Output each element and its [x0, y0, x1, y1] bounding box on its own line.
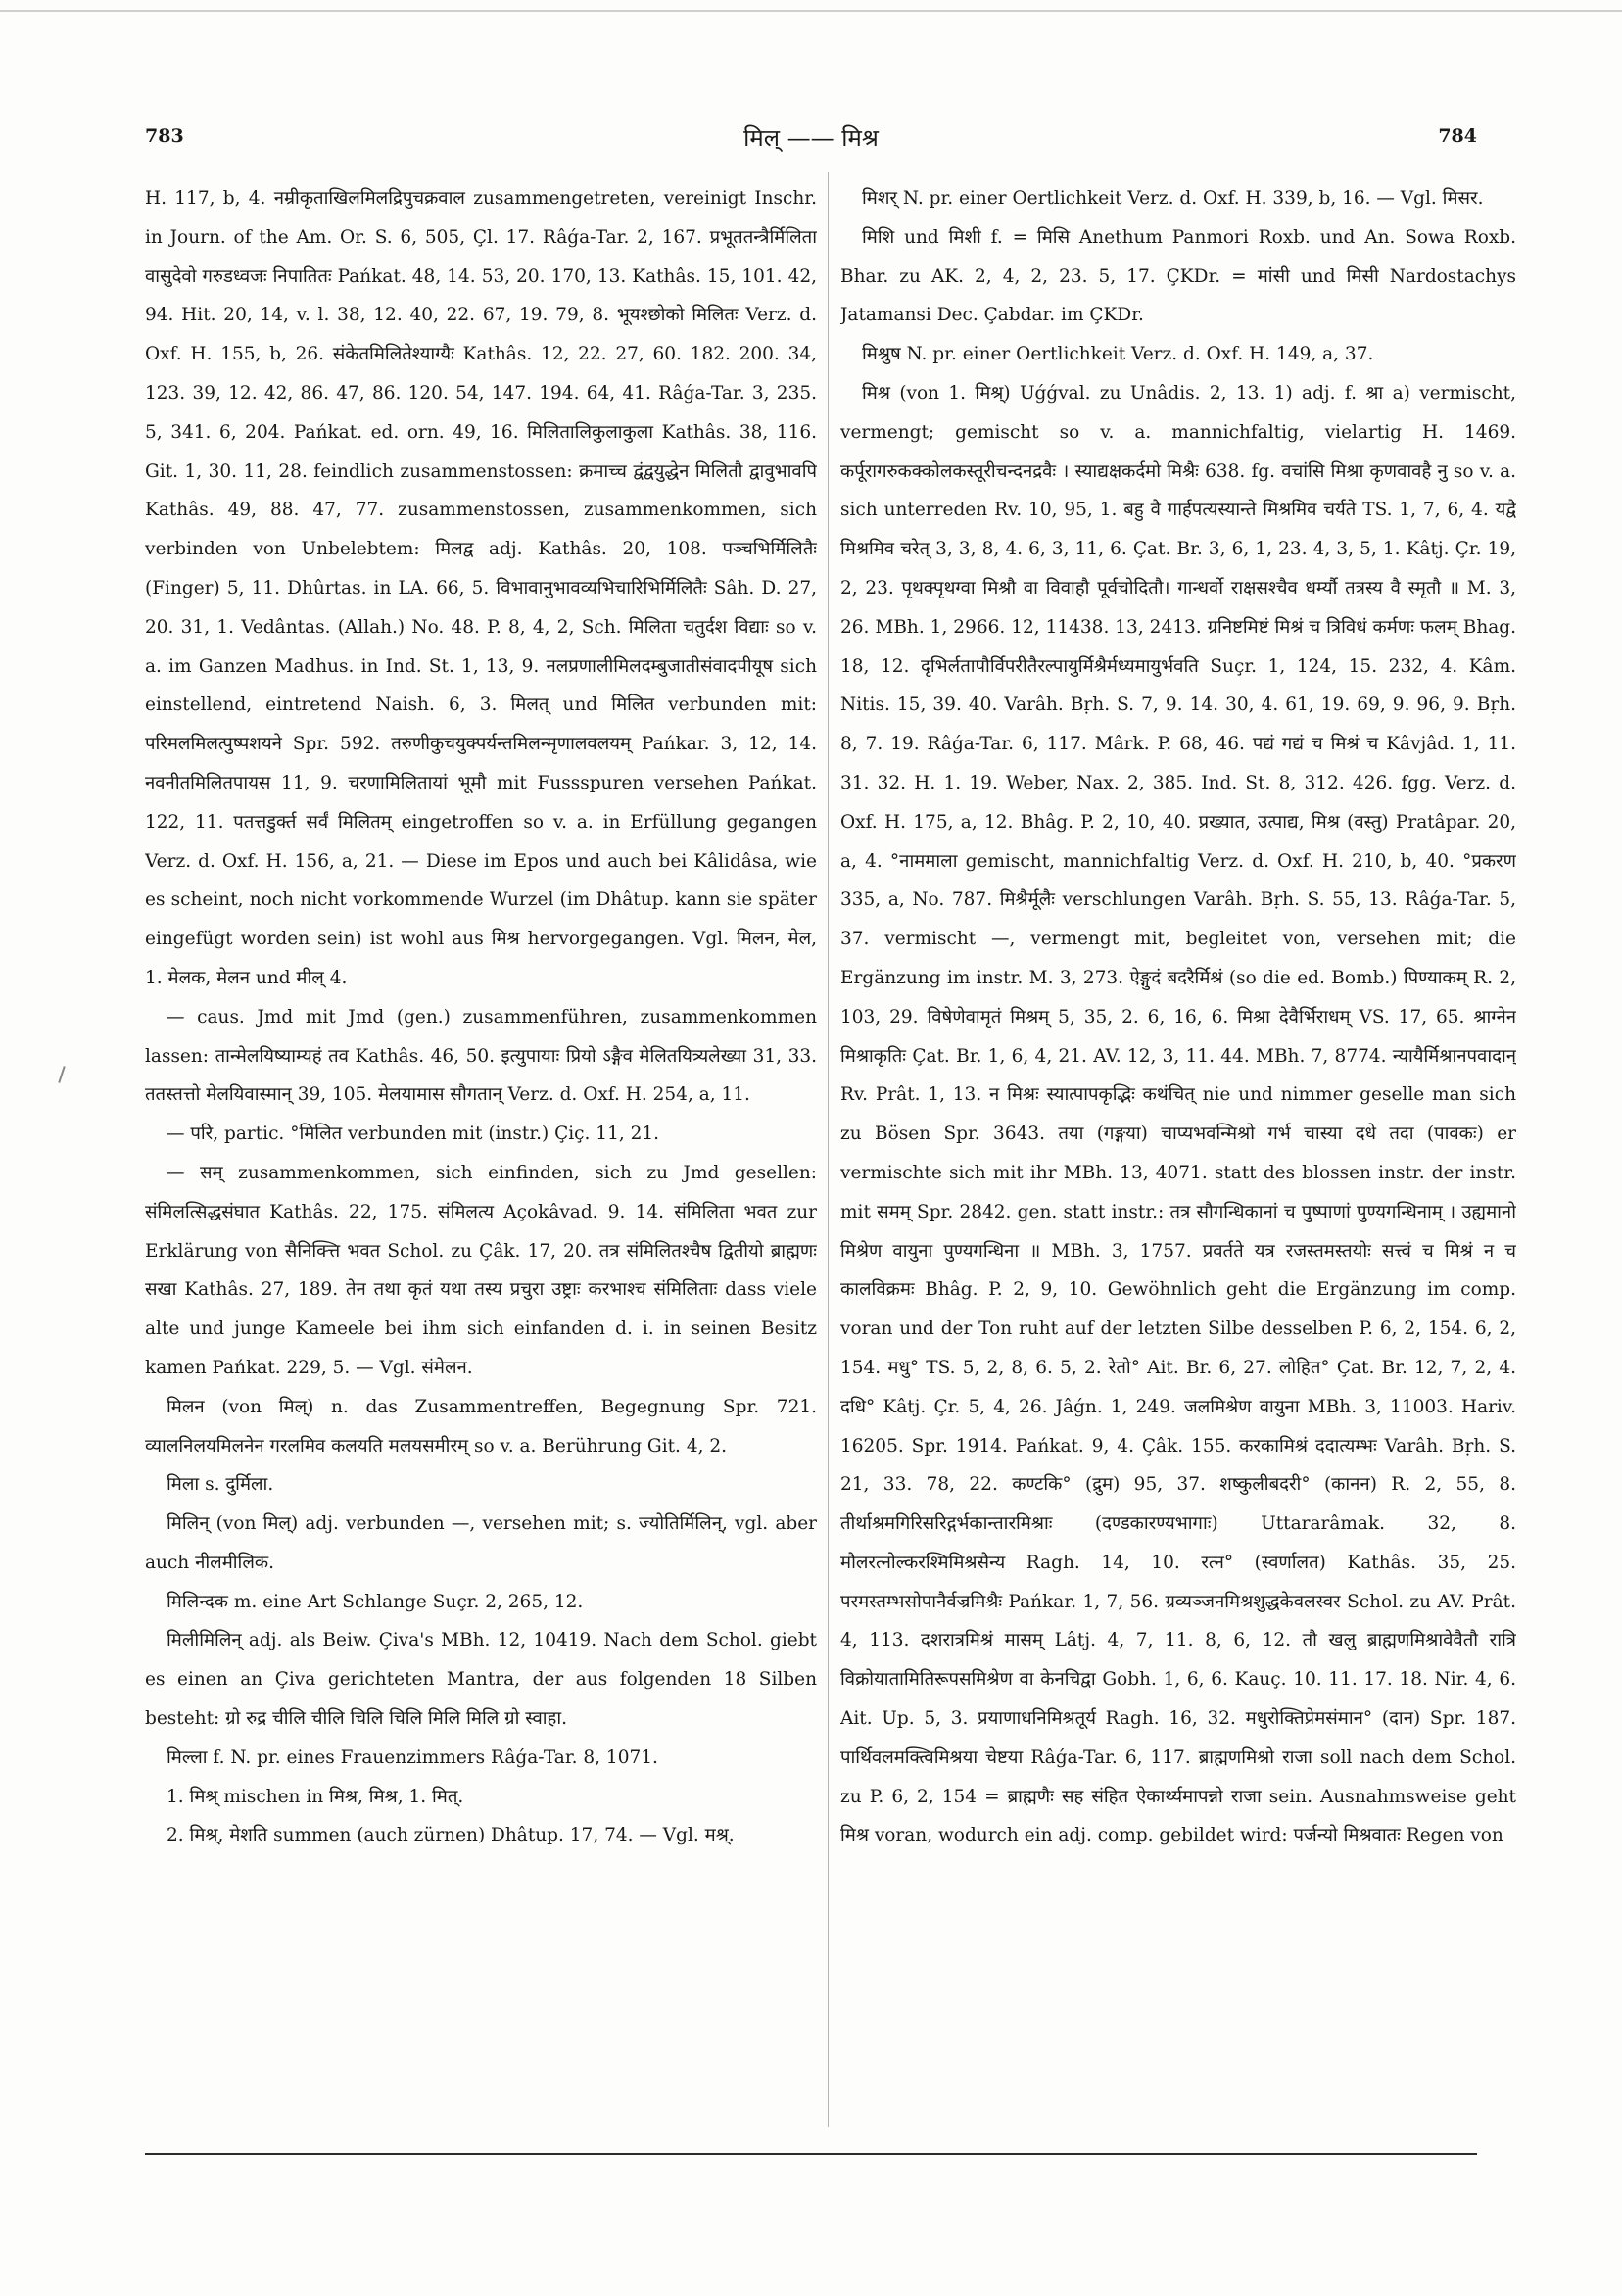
- entry-mish-1: 1. मिश्र् mischen in मिश्र, मिश्र, 1. मित्.: [167, 1786, 464, 1807]
- entry-milana: मिलन (von मिल्) n. das Zusammentreffen, Begegnung Spr. 721. व्यालनिलयमिलनेन गरलमिव कलयति मलयसमीरम् so v. a. Berührung Git. 4, 2.: [145, 1396, 817, 1457]
- entry-mish-2: 2. मिश्र्, मेशति summen (auch zürnen) Dhâtup. 17, 74. — Vgl. मश्र्.: [167, 1825, 735, 1846]
- entry-mil-continued: H. 117, b, 4. नम्रीकृताखिलमिलद्रिपुचक्रवाल zusammengetreten, vereinigt Inschr. in Journ. of the Am. Or. S. 6, 505, Çl. 17. Râǵa-Tar. 2, 167. प्रभूततन्त्रैर्मिलिता वासुदेवो गरुडध्वजः निपातितः Pańkat. 48, 14. 53, 20. 170, 13. Kathâs. 15, 101. 42, 94. Hit. 20, 14, v. l. 38, 12. 40, 22. 67, 19. 79, 8. भूयश्छोको मिलितः Verz. d. Oxf. H. 155, b, 26. संकेतमिलितेश्याग्यैः Kathâs. 12, 22. 27, 60. 182. 200. 34, 123. 39, 12. 42, 86. 47, 86. 120. 54, 147. 194. 64, 41. Râǵa-Tar. 3, 235. 5, 341. 6, 204. Pańkat. ed. orn. 49, 16. मिलितालिकुलाकुला Kathâs. 38, 116. Git. 1, 30. 11, 28. feindlich zusammenstossen: क्रमाच्च द्वंद्वयुद्धेन मिलितौ द्वावुभावपि Kathâs. 49, 88. 47, 77. zusammenstossen, zusammenkommen, sich verbinden von Unbelebtem: मिलद्व adj. Kathâs. 20, 108. पञ्चभिर्मिलितैः (Finger) 5, 11. Dhûrtas. in LA. 66, 5. विभावानुभावव्यभिचारिभिर्मिलितैः Sâh. D. 27, 20. 31, 1. Vedântas. (Allah.) No. 48. P. 8, 4, 2, Sch. मिलिता चतुर्दश विद्याः so v. a. im Ganzen Madhus. in Ind. St. 1, 13, 9. नलप्रणालीमिलदम्बुजातीसंवादपीयूष sich einstellend, eintretend Naish. 6, 3. मिलत् und मिलित verbunden mit: परिमलमिलत्पुष्पशयने Spr. 592. तरुणीकुचयुक्पर्यन्तमिलन्मृणालवलयम् Pańkar. 3, 12, 14. नवनीतमिलितपायस 11, 9. चरणामिलितायां भूमौ mit Fussspuren versehen Pańkat. 122, 11. पतत्तडुर्क्त सर्वं मिलितम् eingetroffen so v. a. in Erfüllung gegangen Verz. d. Oxf. H. 156, a, 21. — Diese im Epos und auch bei Kâlidâsa, wie es scheint, noch nicht vorkommende Wurzel (im Dhâtup. kann sie später eingefügt worden sein) ist wohl aus मिश्र hervorgegangen. Vgl. मिलन, मेल, 1. मेलक, मेलन und मील् 4.: [145, 188, 817, 988]
- margin-mark: [58, 1066, 65, 1083]
- entry-mishi: मिशि und मिशी f. = मिसि Anethum Panmori Roxb. und An. Sowa Roxb. Bhar. zu AK. 2, 4, 2, 23. 5, 17. ÇKDr. = मांसी und मिसी Nardostachys Jatamansi Dec. Çabdar. im ÇKDr.: [840, 226, 1516, 326]
- page-number-right: 784: [1438, 125, 1477, 147]
- entry-mil-causative: — caus. Jmd mit Jmd (gen.) zusammenführen, zusammenkommen lassen: तान्मेलयिष्याम्यहं तव Kathâs. 46, 50. इत्युपायाः प्रियो ऽङ्गैव मेलितयित्र्यलेख्या 31, 33. ततस्तत्तो मेलयिवास्मान् 39, 105. मेलयामास सौगतान् Verz. d. Oxf. H. 254, a, 11.: [145, 1006, 817, 1106]
- bottom-rule: [145, 2153, 1477, 2155]
- entry-mishar: मिशर् N. pr. einer Oertlichkeit Verz. d. Oxf. H. 339, b, 16. — Vgl. मिसर.: [862, 188, 1484, 209]
- column-divider: [828, 172, 829, 2127]
- entry-mil-pari: — परि, partic. °मिलित verbunden mit (instr.) Çiç. 11, 21.: [167, 1124, 660, 1145]
- entry-milimilin: मिलीमिलिन् adj. als Beiw. Çiva's MBh. 12, 10419. Nach dem Schol. giebt es einen an Çiva gerichteten Mantra, der aus folgenden 18 Silben besteht: ग्रो रुद्र चीलि चीलि चिलि चिलि मिलि मिलि ग्रो स्वाहा.: [145, 1630, 817, 1730]
- entry-mila: मिला s. दुर्मिला.: [167, 1474, 274, 1496]
- entry-mishrusha: मिश्रुष N. pr. einer Oertlichkeit Verz. d. Oxf. H. 149, a, 37.: [862, 344, 1374, 365]
- page-number-left: 783: [145, 125, 184, 147]
- page-header: [145, 125, 1477, 165]
- entry-milin: मिलिन् (von मिल्) adj. verbunden —, versehen mit; s. ज्योतिर्मिलिन्, vgl. aber auch नीलमीलिक.: [145, 1513, 817, 1573]
- entry-mishra: मिश्र (von 1. मिश्र्) Uǵǵval. zu Unâdis. 2, 13. 1) adj. f. श्रा a) vermischt, vermengt; gemischt so v. a. mannichfaltig, vielartig H. 1469. कर्पूरागरुकक्कोलकस्तूरीचन्दनद्रवैः । स्याद्यक्षकर्दमो मिश्रैः 638. fg. वचांसि मिश्रा कृणवावहै नु so v. a. sich unterreden Rv. 10, 95, 1. बहु वै गार्हपत्यस्यान्ते मिश्रमिव चर्यते TS. 1, 7, 6, 4. यद्वै मिश्रमिव चरेत् 3, 3, 8, 4. 6, 3, 11, 6. Çat. Br. 3, 6, 1, 23. 4, 3, 5, 1. Kâtj. Çr. 19, 2, 23. पृथक्पृथग्वा मिश्रौ वा विवाहौ पूर्वचोदितौ। गान्धर्वो राक्षसश्चैव धर्म्यौ तत्रस्य वै स्मृतौ ॥ M. 3, 26. MBh. 1, 2966. 12, 11438. 13, 2413. ग्रनिष्टमिष्टं मिश्रं च त्रिविधं कर्मणः फलम् Bhag. 18, 12. दृभिर्लतापौर्विपरीतैरल्पायुर्मिश्रैर्मध्यमायुर्भवति Suçr. 1, 124, 15. 232, 4. Kâm. Nitis. 15, 39. 40. Varâh. Bṛh. S. 7, 9. 14. 30, 4. 61, 19. 69, 9. 96, 9. Bṛh. 8, 7. 19. Râǵa-Tar. 6, 117. Mârk. P. 68, 46. पद्यं गद्यं च मिश्रं च Kâvjâd. 1, 11. 31. 32. H. 1. 19. Weber, Nax. 2, 385. Ind. St. 8, 312. 426. fgg. Verz. d. Oxf. H. 175, a, 12. Bhâg. P. 2, 10, 40. प्रख्यात, उत्पाद्य, मिश्र (वस्तु) Pratâpar. 20, a, 4. °नाममाला gemischt, mannichfaltig Verz. d. Oxf. H. 210, b, 40. °प्रकरण 335, a, No. 787. मिश्रैर्मूलैः verschlungen Varâh. Bṛh. S. 55, 13. Râǵa-Tar. 5, 37. vermischt —, vermengt mit, begleitet von, versehen mit; die Ergänzung im instr. M. 3, 273. ऐङ्गुदं बदरैर्मिश्रं (so die ed. Bomb.) पिण्याकम् R. 2, 103, 29. विषेणेवामृतं मिश्रम् 5, 35, 2. 6, 16, 6. मिश्रा देवैर्भिराधम् VS. 17, 65. श्राग्नेन मिश्राकृतिः Çat. Br. 1, 6, 4, 21. AV. 12, 3, 11. 44. MBh. 7, 8774. न्यायैर्मिश्रानपवादान् Rv. Prât. 1, 13. न मिश्रः स्यात्पापकृद्भिः कथंचित् nie und nimmer geselle man sich zu Bösen Spr. 3643. तया (गङ्गया) चाप्यभवन्मिश्रो गर्भ चास्या दधे तदा (पावकः) er vermischte sich mit ihr MBh. 13, 4071. statt des blossen instr. der instr. mit समम् Spr. 2842. gen. statt instr.: तत्र सौगन्धिकानां च पुष्पाणां पुण्यगन्धिनाम् । उह्यमानो मिश्रेण वायुना पुण्यगन्धिना ॥ MBh. 3, 1757. प्रवर्तते यत्र रजस्तमस्तयोः सत्त्वं च मिश्रं न च कालविक्रमः Bhâg. P. 2, 9, 10. Gewöhnlich geht die Ergänzung im comp. voran und der Ton ruht auf der letzten Silbe desselben P. 6, 2, 154. 6, 2, 154. मधु° TS. 5, 2, 8, 6. 5, 2. रेतो° Ait. Br. 6, 27. लोहित° Çat. Br. 12, 7, 2, 4. दधि° Kâtj. Çr. 5, 4, 26. Jâǵn. 1, 249. जलमिश्रेण वायुना MBh. 3, 11003. Hariv. 16205. Spr. 1914. Pańkat. 9, 4. Çâk. 155. करकामिश्रं ददात्यम्भः Varâh. Bṛh. S. 21, 33. 78, 22. कण्टकि° (द्रुम) 95, 37. शष्कुलीबदरी° (कानन) R. 2, 55, 8. तीर्थाश्रमगिरिसरिद्गर्भकान्तारमिश्राः (दण्डकारण्यभागाः) Uttararâmak. 32, 8. मौलरत्नोल्करश्मिमिश्रसैन्य Ragh. 14, 10. रत्न° (स्वर्णालत) Kathâs. 35, 25. परमस्तम्भसोपानैर्वज्रमिश्रैः Pańkar. 1, 7, 56. ग्रव्यञ्जनमिश्रशुद्धकेवलस्वर Schol. zu AV. Prât. 4, 113. दशरात्रमिश्रं मासम् Lâtj. 4, 7, 11. 8, 6, 12. तौ खलु ब्राह्मणमिश्रावेवैतौ रात्रि विक्रोयातामितिरूपसमिश्रेण वा केनचिद्वा Gobh. 1, 6, 6. Kauç. 10. 11. 17. 18. Nir. 4, 6. Ait. Up. 5, 3. प्रयाणाधनिमिश्रतूर्य Ragh. 16, 32. मधुरोक्तिप्रेमसंमान° (दान) Spr. 187. पार्थिवलमक्त्विमिश्रया चेष्टया Râǵa-Tar. 6, 117. ब्राह्मणमिश्रो राजा soll nach dem Schol. zu P. 6, 2, 154 = ब्राह्मणैः सह संहित ऐकार्थ्यमापन्नो राजा sein. Ausnahmsweise geht मिश्र voran, wodurch ein adj. comp. gebildet wird: पर्जन्यो मिश्रवातः Regen von: [840, 382, 1516, 1846]
- running-head: मिल् —— मिश्र: [743, 124, 879, 152]
- left-column: [145, 179, 817, 2129]
- scan-edge-line: [0, 10, 1622, 12]
- right-column: [840, 179, 1516, 2129]
- entry-mil-sam: — सम् zusammenkommen, sich einfinden, sich zu Jmd gesellen: संमिलत्सिद्धसंघात Kathâs. 22, 175. संमिलत्य Açokâvad. 9. 14. संमिलिता भवत zur Erklärung von सैनिक्त्ति भवत Schol. zu Çâk. 17, 20. तत्र संमिलितश्चैष द्वितीयो ब्राह्मणः सखा Kathâs. 27, 189. तेन तथा कृतं यथा तस्य प्रचुरा उष्ट्राः करभाश्च संमिलिताः dass viele alte und junge Kameele bei ihm sich einfanden d. i. in seinen Besitz kamen Pańkat. 229, 5. — Vgl. संमेलन.: [145, 1162, 817, 1378]
- entry-milla: मिल्ला f. N. pr. eines Frauenzimmers Râǵa-Tar. 8, 1071.: [167, 1746, 658, 1768]
- entry-milindaka: मिलिन्दक m. eine Art Schlange Suçr. 2, 265, 12.: [167, 1591, 584, 1612]
